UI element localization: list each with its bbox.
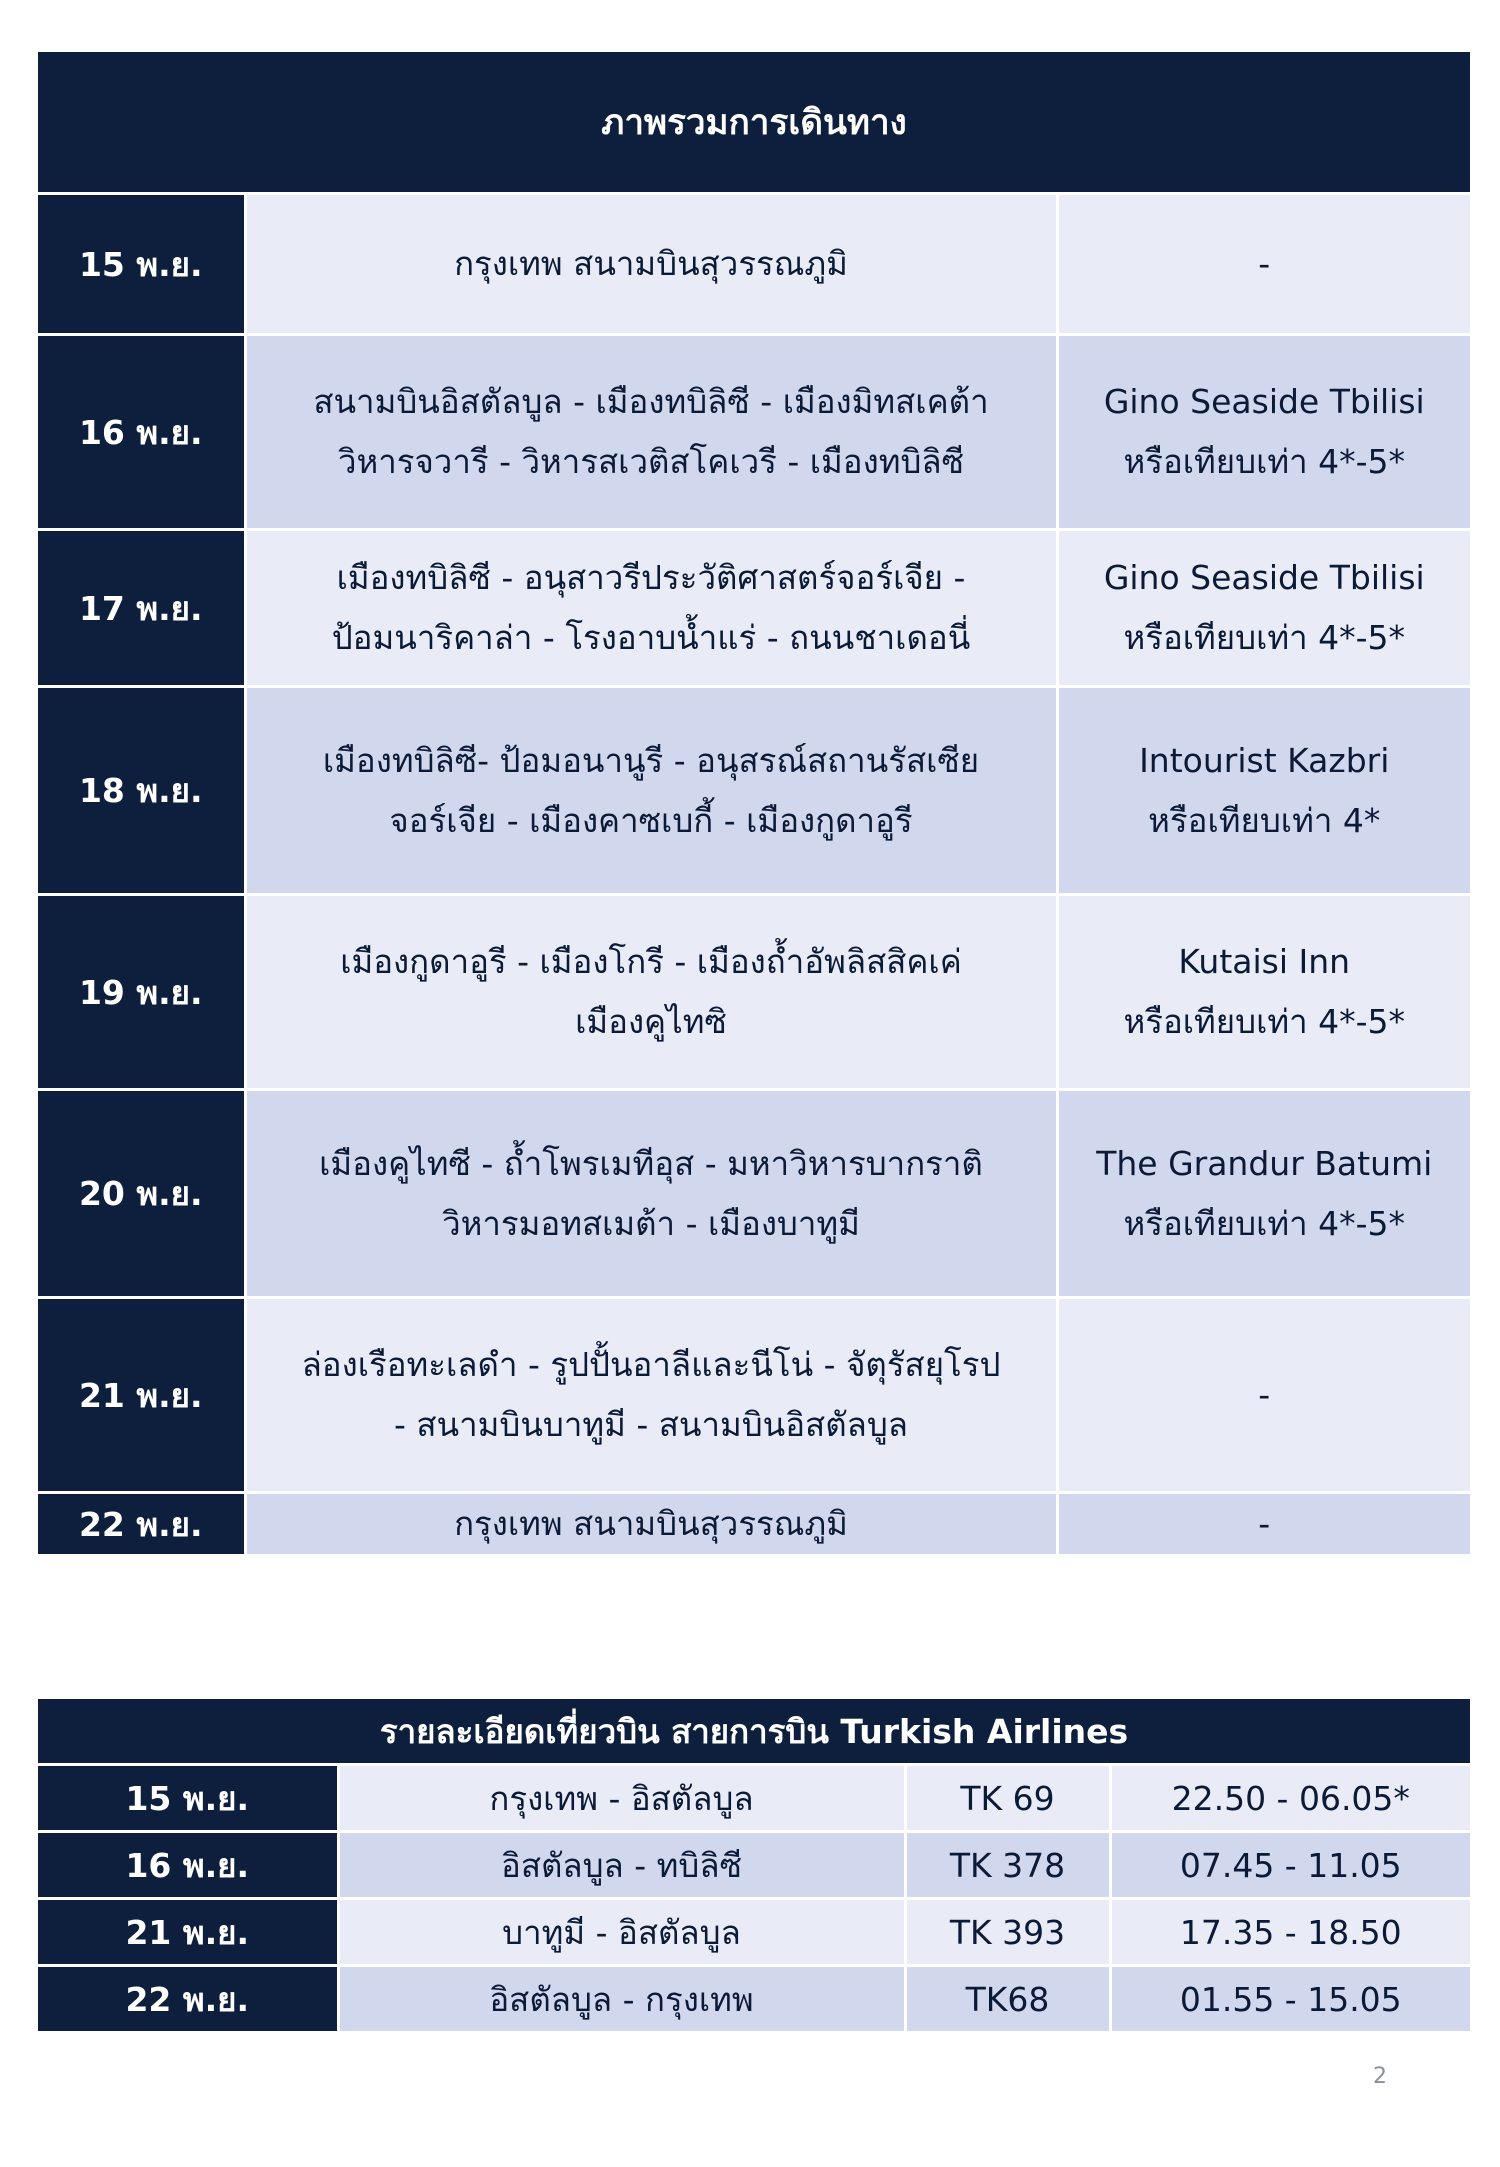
itinerary-row bbox=[38, 1493, 1470, 1555]
row-hotel bbox=[1057, 530, 1470, 687]
itinerary-row bbox=[38, 1298, 1470, 1493]
flight-route: บาทูมี - อิสตัลบูล bbox=[338, 1899, 905, 1966]
flight-table bbox=[38, 1699, 1470, 2031]
route-line: เมืองทบิลิซี- ป้อมอนานูรี - อนุสรณ์สถานรัสเซีย bbox=[322, 740, 980, 780]
route-line: วิหารจวารี - วิหารสเวติสโคเวรี - เมืองทบิลิซี bbox=[337, 442, 965, 481]
hotel-line: Intourist Kazbri bbox=[1139, 740, 1390, 780]
row-date: 15 พ.ย. bbox=[38, 194, 245, 335]
row-route bbox=[245, 1298, 1057, 1493]
row-date: 18 พ.ย. bbox=[38, 687, 245, 895]
row-route bbox=[245, 194, 1057, 335]
flight-date: 16 พ.ย. bbox=[38, 1832, 338, 1899]
hotel-line: หรือเทียบเท่า 4* bbox=[1148, 800, 1381, 840]
itinerary-title: ภาพรวมการเดินทาง bbox=[38, 52, 1470, 194]
flight-row bbox=[38, 1899, 1470, 1966]
itinerary-row bbox=[38, 687, 1470, 895]
flight-number: TK 393 bbox=[905, 1899, 1110, 1966]
flight-table-title: รายละเอียดเที่ยวบิน สายการบิน Turkish Airlines bbox=[38, 1699, 1470, 1765]
flight-route: กรุงเทพ - อิสตัลบูล bbox=[338, 1765, 905, 1832]
hotel-line: หรือเทียบเท่า 4*-5* bbox=[1123, 1002, 1406, 1041]
row-hotel bbox=[1057, 895, 1470, 1090]
row-date: 19 พ.ย. bbox=[38, 895, 245, 1090]
row-route bbox=[245, 895, 1057, 1090]
row-hotel bbox=[1057, 335, 1470, 530]
flight-route: อิสตัลบูล - กรุงเทพ bbox=[338, 1966, 905, 2032]
row-hotel bbox=[1057, 687, 1470, 895]
row-hotel bbox=[1057, 1298, 1470, 1493]
hotel-line: - bbox=[1258, 1504, 1271, 1543]
flight-number: TK68 bbox=[905, 1966, 1110, 2032]
flight-date: 21 พ.ย. bbox=[38, 1899, 338, 1966]
flight-time: 07.45 - 11.05 bbox=[1110, 1832, 1470, 1899]
hotel-line: หรือเทียบเท่า 4*-5* bbox=[1123, 618, 1406, 657]
route-line: วิหารมอทสเมต้า - เมืองบาทูมี bbox=[442, 1203, 860, 1243]
row-route bbox=[245, 1493, 1057, 1555]
itinerary-row bbox=[38, 895, 1470, 1090]
row-date: 16 พ.ย. bbox=[38, 335, 245, 530]
flight-time: 01.55 - 15.05 bbox=[1110, 1966, 1470, 2032]
flight-row bbox=[38, 1832, 1470, 1899]
flight-number: TK 69 bbox=[905, 1765, 1110, 1832]
page-number: 2 bbox=[1373, 2064, 1387, 2089]
row-date: 22 พ.ย. bbox=[38, 1493, 245, 1555]
itinerary-row bbox=[38, 1090, 1470, 1298]
flight-row bbox=[38, 1966, 1470, 2032]
row-route bbox=[245, 335, 1057, 530]
row-hotel bbox=[1057, 194, 1470, 335]
flight-route: อิสตัลบูล - ทบิลิซี bbox=[338, 1832, 905, 1899]
itinerary-table bbox=[38, 52, 1470, 1554]
itinerary-row bbox=[38, 194, 1470, 335]
hotel-line: - bbox=[1258, 244, 1271, 283]
row-hotel bbox=[1057, 1493, 1470, 1555]
flight-time: 22.50 - 06.05* bbox=[1110, 1765, 1470, 1832]
hotel-line: หรือเทียบเท่า 4*-5* bbox=[1123, 442, 1406, 481]
row-date: 21 พ.ย. bbox=[38, 1298, 245, 1493]
hotel-line: Gino Seaside Tbilisi bbox=[1103, 382, 1425, 421]
route-line: เมืองทบิลิซี - อนุสาวรีประวัติศาสตร์จอร์เจีย - bbox=[336, 558, 966, 597]
hotel-line: Gino Seaside Tbilisi bbox=[1103, 558, 1425, 597]
hotel-line: - bbox=[1258, 1375, 1271, 1414]
flight-date: 15 พ.ย. bbox=[38, 1765, 338, 1832]
flight-date: 22 พ.ย. bbox=[38, 1966, 338, 2032]
route-line: กรุงเทพ สนามบินสุวรรณภูมิ bbox=[454, 244, 848, 283]
hotel-line: Kutaisi Inn bbox=[1178, 942, 1351, 981]
route-line: จอร์เจีย - เมืองคาซเบกี้ - เมืองกูดาอูรี bbox=[389, 800, 913, 840]
itinerary-row bbox=[38, 530, 1470, 687]
route-line: กรุงเทพ สนามบินสุวรรณภูมิ bbox=[454, 1504, 848, 1543]
row-route bbox=[245, 687, 1057, 895]
route-line: - สนามบินบาทูมี - สนามบินอิสตัลบูล bbox=[393, 1405, 909, 1444]
flight-row bbox=[38, 1765, 1470, 1832]
row-date: 17 พ.ย. bbox=[38, 530, 245, 687]
route-line: ป้อมนาริคาล่า - โรงอาบน้ำแร่ - ถนนชาเดอนี่ bbox=[331, 618, 971, 657]
flight-time: 17.35 - 18.50 bbox=[1110, 1899, 1470, 1966]
row-route bbox=[245, 530, 1057, 687]
route-line: ล่องเรือทะเลดำ - รูปปั้นอาลีและนีโน่ - จัตุรัสยุโรป bbox=[301, 1345, 1001, 1384]
row-date: 20 พ.ย. bbox=[38, 1090, 245, 1298]
row-route bbox=[245, 1090, 1057, 1298]
hotel-line: หรือเทียบเท่า 4*-5* bbox=[1123, 1203, 1406, 1243]
route-line: เมืองคูไทซิ bbox=[575, 1002, 727, 1041]
row-hotel bbox=[1057, 1090, 1470, 1298]
hotel-line: The Grandur Batumi bbox=[1096, 1143, 1433, 1183]
flight-number: TK 378 bbox=[905, 1832, 1110, 1899]
route-line: เมืองคูไทซี - ถ้ำโพรเมทีอุส - มหาวิหารบากราติ bbox=[319, 1143, 983, 1183]
route-line: สนามบินอิสตัลบูล - เมืองทบิลิซี - เมืองมิทสเคต้า bbox=[313, 382, 989, 421]
route-line: เมืองกูดาอูรี - เมืองโกรี - เมืองถ้ำอัพลิสสิคเค่ bbox=[340, 942, 962, 981]
itinerary-row bbox=[38, 335, 1470, 530]
